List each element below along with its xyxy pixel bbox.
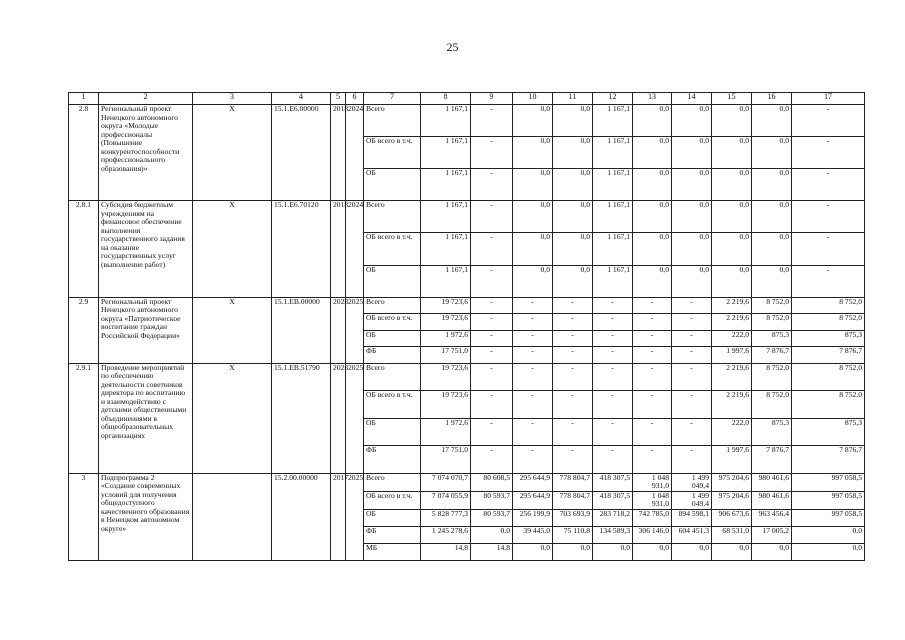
budget-table (68, 92, 865, 561)
row-number: 3 (69, 473, 99, 560)
value-cell: 0,0 (792, 526, 865, 543)
value-cell: 2 219,6 (712, 363, 752, 391)
column-header-2: 2 (99, 93, 193, 105)
value-cell: - (792, 233, 865, 265)
funding-source-label: ФБ (364, 526, 421, 543)
value-cell: 0,0 (752, 543, 792, 560)
value-cell: 742 785,0 (633, 509, 672, 526)
column-header-12: 12 (593, 93, 633, 105)
value-cell: 0,0 (553, 169, 593, 201)
value-cell: 8 752,0 (752, 297, 792, 314)
column-header-4: 4 (272, 93, 331, 105)
row-name: Региональный проект Ненецкого автономного округа «Молодые профессионалы (Повышение конкурентоспособности профессионального образования)» (99, 105, 193, 201)
row-name: Проведение мероприятий по обеспечению деятельности советников директора по воспитанию и взаимодействию с детскими общественными объединениями в общеобразовательных организациях (99, 363, 193, 473)
value-cell: - (593, 363, 633, 391)
value-cell: 14,8 (471, 543, 513, 560)
value-cell: 8 752,0 (752, 391, 792, 419)
value-cell: 604 451,3 (672, 526, 712, 543)
value-cell: 0,0 (712, 543, 752, 560)
row-end-year: 2025 (346, 473, 364, 560)
funding-source-label: ОБ (364, 418, 421, 446)
value-cell: - (633, 330, 672, 347)
value-cell: 0,0 (513, 105, 553, 137)
value-cell: 8 752,0 (792, 297, 865, 314)
value-cell: 1 167,1 (421, 169, 471, 201)
value-cell: - (593, 446, 633, 474)
funding-source-label: Всего (364, 363, 421, 391)
column-header-11: 11 (553, 93, 593, 105)
value-cell: 0,0 (672, 233, 712, 265)
funding-source-label: ОБ (364, 330, 421, 347)
value-cell: - (633, 391, 672, 419)
value-cell: - (633, 297, 672, 314)
value-cell: 306 146,0 (633, 526, 672, 543)
value-cell: - (593, 418, 633, 446)
value-cell: - (672, 418, 712, 446)
row-name: Региональный проект Ненецкого автономного округа «Патриотическое воспитание граждан Российской Федерации» (99, 297, 193, 363)
value-cell: 256 199,9 (513, 509, 553, 526)
value-cell: - (553, 314, 593, 331)
funding-source-label: ОБ (364, 169, 421, 201)
column-header-8: 8 (421, 93, 471, 105)
value-cell: 8 752,0 (792, 391, 865, 419)
value-cell: 1 997,6 (712, 347, 752, 364)
value-cell: - (792, 137, 865, 169)
value-cell: 14,8 (421, 543, 471, 560)
column-header-3: 3 (193, 93, 272, 105)
row-col3: X (193, 363, 272, 473)
value-cell: - (471, 347, 513, 364)
value-cell: 0,0 (792, 543, 865, 560)
value-cell: 1 167,1 (593, 265, 633, 297)
value-cell: - (553, 391, 593, 419)
column-header-13: 13 (633, 93, 672, 105)
value-cell: 5 828 777,3 (421, 509, 471, 526)
row-name: Субсидия бюджетным учреждениям на финансовое обеспечение выполнения государственного задания на оказание государственных услуг (выполнение работ) (99, 201, 193, 298)
value-cell: 283 718,2 (593, 509, 633, 526)
value-cell: - (553, 330, 593, 347)
value-cell: - (672, 297, 712, 314)
value-cell: 1 245 278,6 (421, 526, 471, 543)
value-cell: 0,0 (752, 265, 792, 297)
value-cell: - (513, 391, 553, 419)
value-cell: 0,0 (712, 201, 752, 233)
funding-source-label: МБ (364, 543, 421, 560)
funding-source-label: Всего (364, 297, 421, 314)
value-cell: - (672, 314, 712, 331)
value-cell: 875,3 (752, 330, 792, 347)
value-cell: - (471, 418, 513, 446)
value-cell: 1 048 931,0 (633, 491, 672, 509)
value-cell: - (672, 330, 712, 347)
value-cell: 2 219,6 (712, 314, 752, 331)
row-code: 15.2.00.00000 (272, 473, 331, 560)
value-cell: 0,0 (633, 543, 672, 560)
value-cell: 0,0 (672, 201, 712, 233)
value-cell: 222,0 (712, 330, 752, 347)
row-start-year: 2023 (331, 363, 346, 473)
value-cell: 68 531,0 (712, 526, 752, 543)
value-cell: 0,0 (752, 169, 792, 201)
value-cell: - (471, 137, 513, 169)
funding-source-label: ОБ всего в т.ч. (364, 391, 421, 419)
value-cell: - (513, 330, 553, 347)
column-header-1: 1 (69, 93, 99, 105)
value-cell: - (672, 446, 712, 474)
value-cell: 1 167,1 (421, 233, 471, 265)
value-cell: 703 693,9 (553, 509, 593, 526)
row-col3: X (193, 105, 272, 201)
value-cell: 80 593,7 (471, 491, 513, 509)
value-cell: 0,0 (513, 265, 553, 297)
value-cell: 0,0 (633, 137, 672, 169)
value-cell: 0,0 (672, 105, 712, 137)
row-code: 15.1.E6.70120 (272, 201, 331, 298)
value-cell: 0,0 (553, 543, 593, 560)
value-cell: - (513, 297, 553, 314)
value-cell: 875,3 (792, 418, 865, 446)
row-code: 15.1.E6.00000 (272, 105, 331, 201)
value-cell: 19 723,6 (421, 297, 471, 314)
value-cell: 17 751,0 (421, 347, 471, 364)
value-cell: 1 167,1 (421, 201, 471, 233)
value-cell: 1 167,1 (593, 169, 633, 201)
column-header-5: 5 (331, 93, 346, 105)
value-cell: 975 204,6 (712, 491, 752, 509)
value-cell: 8 752,0 (752, 314, 792, 331)
value-cell: - (672, 391, 712, 419)
funding-source-label: ФБ (364, 347, 421, 364)
row-end-year: 2024 (346, 105, 364, 201)
row-start-year: 2023 (331, 297, 346, 363)
value-cell: 1 167,1 (421, 105, 471, 137)
value-cell: 418 307,5 (593, 473, 633, 491)
column-header-9: 9 (471, 93, 513, 105)
value-cell: 0,0 (712, 137, 752, 169)
value-cell: 19 723,6 (421, 391, 471, 419)
row-end-year: 2025 (346, 297, 364, 363)
row-col3 (193, 473, 272, 560)
value-cell: - (633, 446, 672, 474)
value-cell: 19 723,6 (421, 363, 471, 391)
value-cell: 0,0 (752, 233, 792, 265)
page-number: 25 (446, 40, 459, 54)
table-row (69, 201, 865, 233)
value-cell: 1 167,1 (593, 105, 633, 137)
value-cell: 778 804,7 (553, 491, 593, 509)
value-cell: 980 461,6 (752, 473, 792, 491)
funding-source-label: ОБ всего в т.ч. (364, 137, 421, 169)
column-header-14: 14 (672, 93, 712, 105)
value-cell: - (633, 347, 672, 364)
column-header-10: 10 (513, 93, 553, 105)
funding-source-label: Всего (364, 473, 421, 491)
value-cell: - (513, 347, 553, 364)
value-cell: 0,0 (712, 169, 752, 201)
value-cell: - (471, 314, 513, 331)
value-cell: 8 752,0 (792, 314, 865, 331)
value-cell: 1 167,1 (421, 137, 471, 169)
value-cell: 0,0 (553, 137, 593, 169)
value-cell: 997 058,5 (792, 491, 865, 509)
funding-source-label: ОБ всего в т.ч. (364, 491, 421, 509)
value-cell: 1 499 049,4 (672, 473, 712, 491)
value-cell: 1 499 049,4 (672, 491, 712, 509)
value-cell: - (471, 233, 513, 265)
funding-source-label: ОБ (364, 265, 421, 297)
row-code: 15.1.EB.00000 (272, 297, 331, 363)
value-cell: 295 644,9 (513, 473, 553, 491)
value-cell: - (471, 169, 513, 201)
value-cell: 7 876,7 (792, 446, 865, 474)
value-cell: 0,0 (752, 137, 792, 169)
row-number: 2.8.1 (69, 201, 99, 298)
value-cell: - (471, 446, 513, 474)
value-cell: 7 074 070,7 (421, 473, 471, 491)
value-cell: 418 307,5 (593, 491, 633, 509)
value-cell: 1 167,1 (593, 201, 633, 233)
value-cell: - (672, 363, 712, 391)
value-cell: 0,0 (712, 105, 752, 137)
column-header-17: 17 (792, 93, 865, 105)
value-cell: - (633, 418, 672, 446)
value-cell: 0,0 (471, 526, 513, 543)
row-start-year: 2018 (331, 201, 346, 298)
value-cell: - (633, 314, 672, 331)
value-cell: 39 445,0 (513, 526, 553, 543)
table-body (69, 105, 865, 561)
column-header-15: 15 (712, 93, 752, 105)
value-cell: 0,0 (672, 543, 712, 560)
value-cell: 0,0 (712, 233, 752, 265)
value-cell: 0,0 (513, 201, 553, 233)
value-cell: 1 048 931,0 (633, 473, 672, 491)
row-code: 15.1.EB.51790 (272, 363, 331, 473)
value-cell: - (553, 446, 593, 474)
table-row (69, 473, 865, 491)
value-cell: - (471, 201, 513, 233)
column-header-7: 7 (364, 93, 421, 105)
value-cell: - (593, 330, 633, 347)
value-cell: - (471, 297, 513, 314)
value-cell: 0,0 (553, 265, 593, 297)
value-cell: - (553, 418, 593, 446)
value-cell: 1 997,6 (712, 446, 752, 474)
value-cell: 0,0 (633, 233, 672, 265)
value-cell: 17 005,2 (752, 526, 792, 543)
value-cell: - (471, 391, 513, 419)
value-cell: 1 972,6 (421, 330, 471, 347)
value-cell: - (593, 297, 633, 314)
value-cell: - (471, 265, 513, 297)
value-cell: - (792, 169, 865, 201)
funding-source-label: ОБ всего в т.ч. (364, 314, 421, 331)
value-cell: 0,0 (593, 543, 633, 560)
value-cell: 80 608,5 (471, 473, 513, 491)
row-number: 2.9.1 (69, 363, 99, 473)
row-col3: X (193, 201, 272, 298)
funding-source-label: Всего (364, 105, 421, 137)
value-cell: 7 876,7 (752, 446, 792, 474)
value-cell: 75 110,8 (553, 526, 593, 543)
value-cell: 0,0 (513, 543, 553, 560)
value-cell: 894 598,1 (672, 509, 712, 526)
table-row (69, 297, 865, 314)
value-cell: - (633, 363, 672, 391)
value-cell: 0,0 (513, 169, 553, 201)
row-start-year: 2018 (331, 105, 346, 201)
value-cell: 778 804,7 (553, 473, 593, 491)
value-cell: 0,0 (712, 265, 752, 297)
value-cell: 0,0 (752, 105, 792, 137)
value-cell: 997 058,5 (792, 509, 865, 526)
value-cell: - (471, 363, 513, 391)
value-cell: 7 074 055,9 (421, 491, 471, 509)
value-cell: 0,0 (553, 105, 593, 137)
value-cell: - (513, 446, 553, 474)
value-cell: - (553, 347, 593, 364)
funding-source-label: ОБ (364, 509, 421, 526)
value-cell: 963 456,4 (752, 509, 792, 526)
value-cell: - (792, 265, 865, 297)
value-cell: 906 673,6 (712, 509, 752, 526)
value-cell: - (792, 105, 865, 137)
value-cell: 8 752,0 (792, 363, 865, 391)
value-cell: - (792, 201, 865, 233)
value-cell: 222,0 (712, 418, 752, 446)
value-cell: 980 461,6 (752, 491, 792, 509)
value-cell: 1 167,1 (421, 265, 471, 297)
funding-source-label: Всего (364, 201, 421, 233)
row-col3: X (193, 297, 272, 363)
value-cell: - (471, 105, 513, 137)
column-header-16: 16 (752, 93, 792, 105)
value-cell: 0,0 (672, 137, 712, 169)
value-cell: 0,0 (633, 265, 672, 297)
value-cell: 0,0 (672, 265, 712, 297)
value-cell: 1 167,1 (593, 137, 633, 169)
value-cell: - (513, 314, 553, 331)
row-end-year: 2025 (346, 363, 364, 473)
value-cell: - (513, 418, 553, 446)
value-cell: 80 593,7 (471, 509, 513, 526)
value-cell: 8 752,0 (752, 363, 792, 391)
value-cell: 0,0 (513, 233, 553, 265)
value-cell: - (593, 347, 633, 364)
column-header-6: 6 (346, 93, 364, 105)
funding-source-label: ОБ всего в т.ч. (364, 233, 421, 265)
value-cell: 975 204,6 (712, 473, 752, 491)
value-cell: 0,0 (672, 169, 712, 201)
value-cell: 0,0 (513, 137, 553, 169)
row-number: 2.9 (69, 297, 99, 363)
row-name: Подпрограмма 2 «Создание современных условий для получения общедоступного качественного образования в Ненецком автономном округе» (99, 473, 193, 560)
funding-source-label: ФБ (364, 446, 421, 474)
value-cell: - (593, 314, 633, 331)
value-cell: 134 589,3 (593, 526, 633, 543)
value-cell: 0,0 (553, 201, 593, 233)
value-cell: 0,0 (633, 169, 672, 201)
value-cell: 0,0 (752, 201, 792, 233)
table-row (69, 363, 865, 391)
value-cell: 7 876,7 (752, 347, 792, 364)
value-cell: 17 751,0 (421, 446, 471, 474)
value-cell: 0,0 (633, 201, 672, 233)
value-cell: 1 972,6 (421, 418, 471, 446)
value-cell: - (553, 297, 593, 314)
value-cell: - (513, 363, 553, 391)
value-cell: - (672, 347, 712, 364)
value-cell: 2 219,6 (712, 297, 752, 314)
value-cell: 997 058,5 (792, 473, 865, 491)
value-cell: 2 219,6 (712, 391, 752, 419)
row-number: 2.8 (69, 105, 99, 201)
row-end-year: 2024 (346, 201, 364, 298)
header-row (69, 93, 865, 105)
value-cell: 875,3 (792, 330, 865, 347)
value-cell: 295 644,9 (513, 491, 553, 509)
value-cell: - (471, 330, 513, 347)
value-cell: 0,0 (553, 233, 593, 265)
value-cell: - (553, 363, 593, 391)
value-cell: 875,3 (752, 418, 792, 446)
value-cell: 1 167,1 (593, 233, 633, 265)
value-cell: 0,0 (633, 105, 672, 137)
value-cell: 19 723,6 (421, 314, 471, 331)
row-start-year: 2017 (331, 473, 346, 560)
table-row (69, 105, 865, 137)
value-cell: 7 876,7 (792, 347, 865, 364)
value-cell: - (593, 391, 633, 419)
